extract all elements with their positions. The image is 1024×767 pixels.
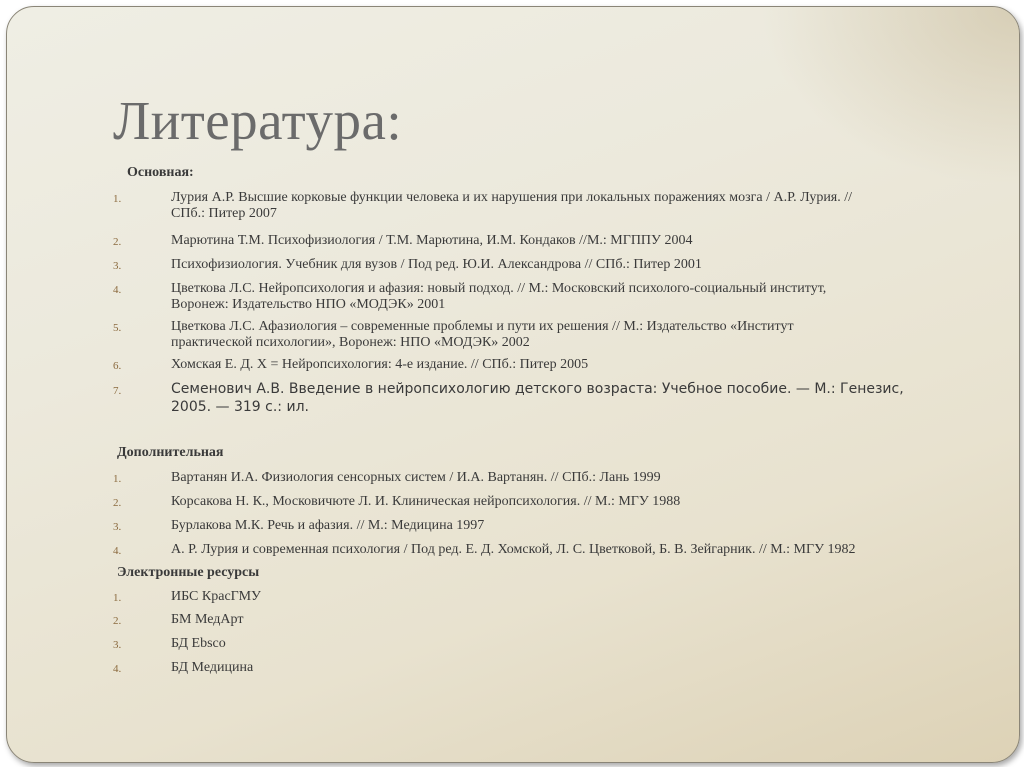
list-item-line: Лурия А.Р. Высшие корковые функции человека и их нарушения при локальных поражениях мозга / А.Р. Лурия. // — [171, 190, 853, 205]
list-number: 6. — [113, 360, 122, 372]
list-number: 7. — [113, 385, 122, 397]
list-item-line: Бурлакова М.К. Речь и афазия. // М.: Медицина 1997 — [171, 518, 485, 533]
list-item-line: СПб.: Питер 2007 — [171, 206, 277, 221]
slide — [6, 6, 1020, 763]
list-item-line: Психофизиология. Учебник для вузов / Под ред. Ю.И. Александрова // СПб.: Питер 2001 — [171, 257, 702, 272]
list-item-line: Хомская Е. Д. Х = Нейропсихология: 4-е издание. // СПб.: Питер 2005 — [171, 357, 589, 372]
list-item-line: БМ МедАрт — [171, 612, 244, 627]
list-item-line: Воронеж: Издательство НПО «МОДЭК» 2001 — [171, 297, 446, 312]
list-number: 4. — [113, 545, 122, 557]
slide-title: Литература: — [113, 90, 403, 151]
section-heading-main: Основная: — [127, 165, 194, 180]
list-number: 3. — [113, 521, 122, 533]
list-item-line: практической психологии», Воронеж: НПО «МОДЭК» 2002 — [171, 335, 530, 350]
list-number: 4. — [113, 663, 122, 675]
list-item-line: Цветкова Л.С. Нейропсихология и афазия: новый подход. // М.: Московский психолого-социальный институт, — [171, 281, 827, 296]
section-heading-electronic: Электронные ресурсы — [117, 565, 260, 580]
slide-content — [7, 7, 1019, 762]
list-number: 3. — [113, 639, 122, 651]
list-item-line: А. Р. Лурия и современная психология / Под ред. Е. Д. Хомской, Л. С. Цветковой, Б. В. Зейгарник. // М.: МГУ 1982 — [171, 542, 856, 557]
list-number: 5. — [113, 322, 122, 334]
list-number: 1. — [113, 592, 122, 604]
list-item-line: 2005. — 319 с.: ил. — [171, 399, 309, 415]
list-item-line: Корсакова Н. К., Московичюте Л. И. Клиническая нейропсихология. // М.: МГУ 1988 — [171, 494, 681, 509]
list-item-line: Вартанян И.А. Физиология сенсорных систем / И.А. Вартанян. // СПб.: Лань 1999 — [171, 470, 661, 485]
list-item-line: Семенович А.В. Введение в нейропсихологию детского возраста: Учебное пособие. — М.: Генезис, — [171, 381, 904, 397]
list-item-line: БД Ebsco — [171, 636, 226, 651]
list-number: 1. — [113, 193, 122, 205]
section-heading-additional: Дополнительная — [117, 445, 224, 460]
list-number: 2. — [113, 615, 122, 627]
list-item-line: ИБС КрасГМУ — [171, 589, 261, 604]
list-item-line: БД Медицина — [171, 660, 254, 675]
list-number: 3. — [113, 260, 122, 272]
list-number: 1. — [113, 473, 122, 485]
list-number: 4. — [113, 284, 122, 296]
list-number: 2. — [113, 497, 122, 509]
list-item-line: Марютина Т.М. Психофизиология / Т.М. Марютина, И.М. Кондаков //М.: МГППУ 2004 — [171, 233, 693, 248]
list-item-line: Цветкова Л.С. Афазиология – современные проблемы и пути их решения // М.: Издательство «Институт — [171, 319, 794, 334]
list-number: 2. — [113, 236, 122, 248]
